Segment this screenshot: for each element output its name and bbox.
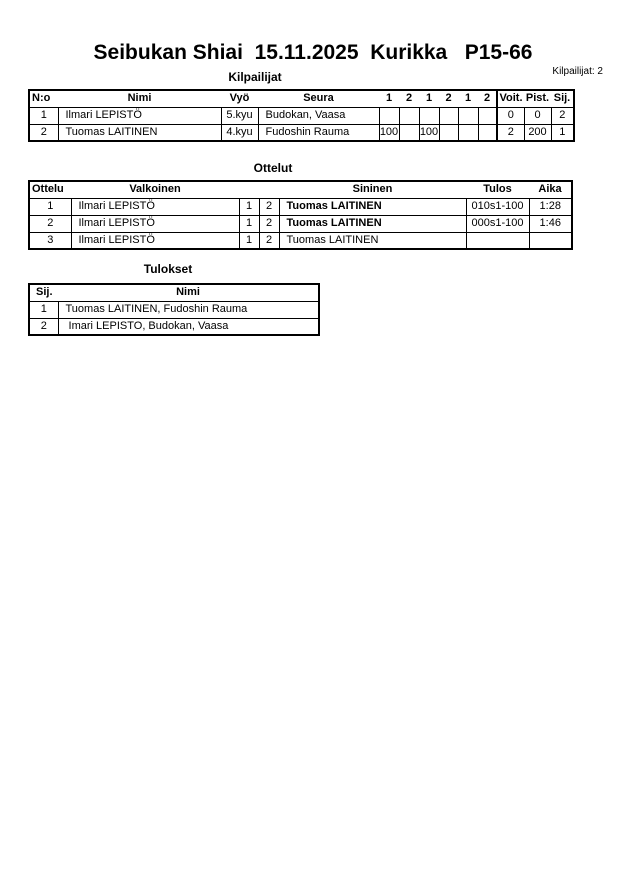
white-competitor: Ilmari LEPISTÖ — [71, 198, 239, 215]
score-cell — [458, 124, 478, 141]
points-cell: 200 — [524, 124, 551, 141]
score-cell — [439, 107, 458, 124]
col-header-pist: Pist. — [524, 90, 551, 107]
competitor-club: Fudoshin Rauma — [258, 124, 379, 141]
col-header-round-4: 2 — [439, 90, 458, 107]
page-title: Seibukan Shiai 15.11.2025 Kurikka P15-66 — [93, 41, 533, 64]
col-header-voit: Voit. — [497, 90, 524, 107]
blue-number: 2 — [259, 198, 279, 215]
score-cell — [458, 107, 478, 124]
match-time: 1:28 — [529, 198, 572, 215]
result-name: Imari LEPISTO, Budokan, Vaasa — [58, 318, 319, 335]
score-cell — [399, 107, 419, 124]
section-title-ottelut: Ottelut — [253, 161, 293, 175]
white-number: 1 — [239, 198, 259, 215]
score-cell: 100 — [419, 124, 439, 141]
competitor-name: Tuomas LAITINEN — [58, 124, 221, 141]
col-header-white-num — [239, 181, 259, 198]
blue-competitor: Tuomas LAITINEN — [279, 215, 466, 232]
match-number: 3 — [29, 232, 71, 249]
score-cell — [478, 107, 497, 124]
match-result: 010s1-100 — [466, 198, 529, 215]
table-row — [29, 107, 574, 124]
col-header-sininen: Sininen — [279, 181, 466, 198]
white-competitor: Ilmari LEPISTÖ — [71, 215, 239, 232]
competitors-table — [28, 89, 575, 142]
points-cell: 0 — [524, 107, 551, 124]
matches-table — [28, 180, 573, 250]
blue-number: 2 — [259, 215, 279, 232]
blue-competitor: Tuomas LAITINEN — [279, 198, 466, 215]
section-title-kilpailijat: Kilpailijat — [228, 70, 282, 84]
white-number: 1 — [239, 232, 259, 249]
competitors-header-row — [29, 90, 574, 107]
col-header-round-5: 1 — [458, 90, 478, 107]
col-header-sij: Sij. — [29, 284, 58, 301]
score-cell — [439, 124, 458, 141]
table-row — [29, 124, 574, 141]
competitor-number: 2 — [29, 124, 58, 141]
col-header-round-6: 2 — [478, 90, 497, 107]
result-name: Tuomas LAITINEN, Fudoshin Rauma — [58, 301, 319, 318]
competitor-number: 1 — [29, 107, 58, 124]
wins-cell: 2 — [497, 124, 524, 141]
matches-header-row — [29, 181, 572, 198]
col-header-round-3: 1 — [419, 90, 439, 107]
section-title-tulokset: Tulokset — [143, 262, 193, 276]
col-header-ottelu: Ottelu — [29, 181, 71, 198]
col-header-nimi: Nimi — [58, 90, 221, 107]
match-result — [466, 232, 529, 249]
match-result: 000s1-100 — [466, 215, 529, 232]
blue-competitor: Tuomas LAITINEN — [279, 232, 466, 249]
col-header-round-2: 2 — [399, 90, 419, 107]
col-header-round-1: 1 — [379, 90, 399, 107]
table-row — [29, 318, 319, 335]
col-header-nimi: Nimi — [58, 284, 319, 301]
competitor-belt: 4.kyu — [221, 124, 258, 141]
placement-cell: 1 — [551, 124, 574, 141]
competitor-count: Kilpailijat: 2 — [552, 66, 603, 77]
results-table — [28, 283, 320, 336]
score-cell — [419, 107, 439, 124]
competitor-belt: 5.kyu — [221, 107, 258, 124]
col-header-vyo: Vyö — [221, 90, 258, 107]
match-time: 1:46 — [529, 215, 572, 232]
blue-number: 2 — [259, 232, 279, 249]
result-placement: 2 — [29, 318, 58, 335]
table-row — [29, 301, 319, 318]
score-cell: 100 — [379, 124, 399, 141]
match-number: 1 — [29, 198, 71, 215]
match-time — [529, 232, 572, 249]
placement-cell: 2 — [551, 107, 574, 124]
wins-cell: 0 — [497, 107, 524, 124]
table-row — [29, 232, 572, 249]
competitor-club: Budokan, Vaasa — [258, 107, 379, 124]
white-competitor: Ilmari LEPISTÖ — [71, 232, 239, 249]
white-number: 1 — [239, 215, 259, 232]
competitor-name: Ilmari LEPISTÖ — [58, 107, 221, 124]
col-header-tulos: Tulos — [466, 181, 529, 198]
score-cell — [399, 124, 419, 141]
col-header-no: N:o — [29, 90, 58, 107]
score-cell — [478, 124, 497, 141]
table-row — [29, 198, 572, 215]
col-header-sij: Sij. — [551, 90, 574, 107]
col-header-seura: Seura — [258, 90, 379, 107]
results-header-row — [29, 284, 319, 301]
score-cell — [379, 107, 399, 124]
col-header-aika: Aika — [529, 181, 572, 198]
table-row — [29, 215, 572, 232]
match-number: 2 — [29, 215, 71, 232]
result-placement: 1 — [29, 301, 58, 318]
col-header-blue-num — [259, 181, 279, 198]
col-header-valkoinen: Valkoinen — [71, 181, 239, 198]
